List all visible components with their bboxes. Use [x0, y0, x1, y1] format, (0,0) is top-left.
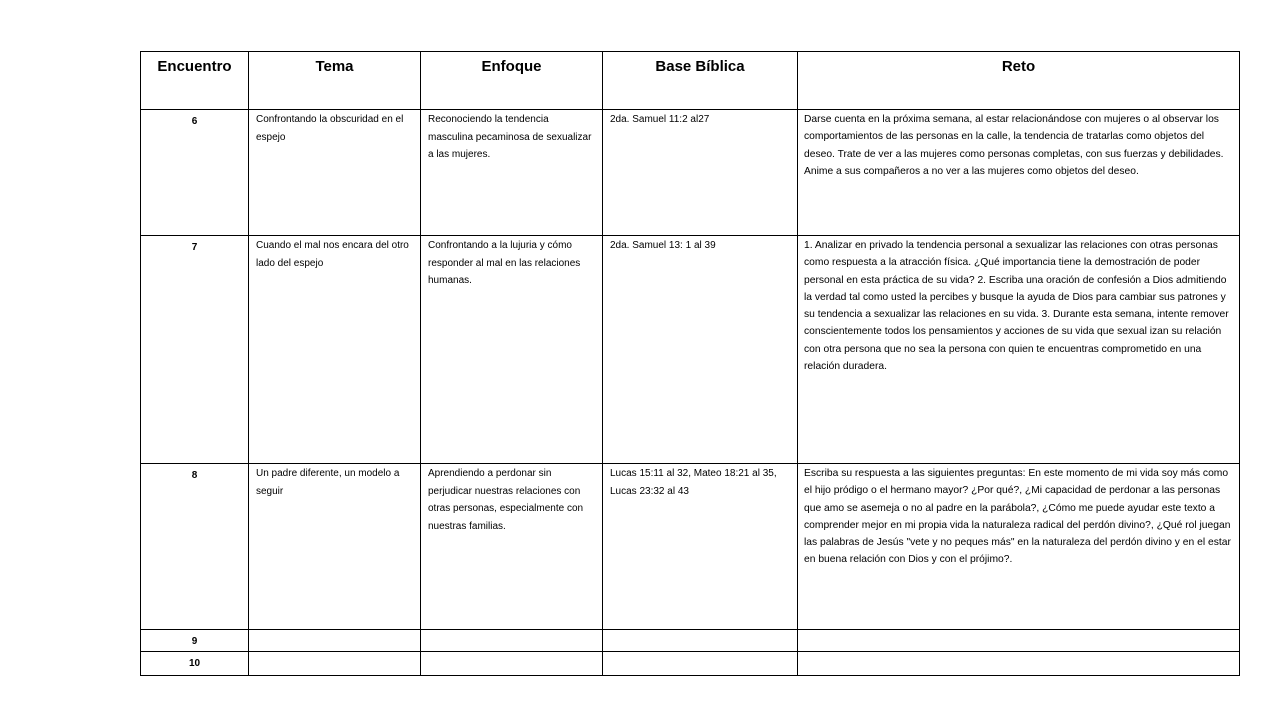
reto-text: Escriba su respuesta a las siguientes preguntas: En este momento de mi vida soy más como el hijo pródigo o el hermano mayor? ¿Por qué?, ¿Mi capacidad de perdonar a las personas que amo se asemeja o no al padre en la parábola?, ¿Cómo me puede ayudar este texto a comprender mejor en mi propia vida la naturaleza radical del perdón divino?, ¿Qué rol juegan las palabras de Jesús "vete y no peques más" en la naturaleza del perdón divino y en el estar en buena relación con Dios y con el prójimo?.: [804, 468, 1231, 566]
enfoque-cell: [421, 464, 603, 630]
table-row: [141, 651, 1240, 675]
enfoque-cell: [421, 630, 603, 652]
reto-text: Darse cuenta en la próxima semana, al estar relacionándose con mujeres o al observar los comportamientos de las personas en la calle, la tendencia de tratarlas como objetos del deseo. Trate de ver a las mujeres como personas completas, con sus fuerzas y debilidades. Anime a sus compañeros a no ver a las mujeres como objetos del deseo.: [804, 114, 1224, 177]
encuentro-number: 7: [191, 242, 198, 253]
encuentros-table: [140, 51, 1240, 676]
reto-text: [798, 652, 1239, 653]
tema-cell: [249, 651, 421, 675]
reto-cell: [798, 236, 1240, 464]
encuentro-cell: [141, 630, 249, 652]
encuentro-number: 9: [191, 636, 198, 647]
base-cell: [603, 236, 798, 464]
table-row: [141, 630, 1240, 652]
tema-cell: [249, 110, 421, 236]
encuentros-table-container: [140, 51, 1239, 676]
base-cell: [603, 464, 798, 630]
encuentro-cell: [141, 651, 249, 675]
base-text: [603, 630, 797, 631]
reto-cell: [798, 464, 1240, 630]
table-row: [141, 110, 1240, 236]
enfoque-cell: [421, 236, 603, 464]
tema-text: [249, 630, 420, 631]
reto-cell: [798, 651, 1240, 675]
reto-cell: [798, 630, 1240, 652]
encuentro-cell: [141, 464, 249, 630]
reto-text: [798, 630, 1239, 631]
enfoque-cell: [421, 651, 603, 675]
base-cell: [603, 630, 798, 652]
enfoque-text: Aprendiendo a perdonar sin perjudicar nuestras relaciones con otras personas, especialmente con nuestras familias.: [428, 468, 584, 532]
table-row: [141, 464, 1240, 630]
base-cell: [603, 651, 798, 675]
header-base-biblica: Base Bíblica: [603, 52, 798, 110]
base-text: 2da. Samuel 11:2 al27: [610, 114, 710, 125]
encuentro-number: 10: [188, 657, 201, 669]
enfoque-text: [421, 652, 602, 653]
base-cell: [603, 110, 798, 236]
header-reto: Reto: [798, 52, 1240, 110]
tema-text: [249, 652, 420, 653]
encuentro-cell: [141, 110, 249, 236]
tema-text: Confrontando la obscuridad en el espejo: [256, 114, 404, 143]
tema-cell: [249, 236, 421, 464]
encuentro-number: 8: [191, 470, 198, 481]
base-text: [603, 652, 797, 653]
reto-text: 1. Analizar en privado la tendencia personal a sexualizar las relaciones con otras personas como respuesta a la atracción física. ¿Qué importancia tiene la demostración de poder personal en esta práctica de su vida? 2. Escriba una oración de confesión a Dios admitiendo la verdad tal como usted la percibes y busque la ayuda de Dios para cambiar sus patrones y su tendencia a sexualizar las relaciones en su vida. 3. Durante esta semana, intente remover conscientemente todos los pensamientos y acciones de su vida que sexual izan su relación con otra persona que no sea la persona con quien te encuentras comprometido en una relación duradera.: [804, 240, 1229, 373]
enfoque-text: [421, 630, 602, 631]
table-row: [141, 236, 1240, 464]
header-enfoque: Enfoque: [421, 52, 603, 110]
tema-text: Cuando el mal nos encara del otro lado del espejo: [256, 240, 409, 269]
encuentro-cell: [141, 236, 249, 464]
header-tema: Tema: [249, 52, 421, 110]
reto-cell: [798, 110, 1240, 236]
tema-text: Un padre diferente, un modelo a seguir: [256, 468, 400, 497]
encuentro-number: 6: [191, 116, 198, 127]
header-row: [141, 52, 1240, 110]
header-encuentro: Encuentro: [141, 52, 249, 110]
tema-cell: [249, 464, 421, 630]
base-text: 2da. Samuel 13: 1 al 39: [610, 240, 716, 251]
enfoque-text: Reconociendo la tendencia masculina pecaminosa de sexualizar a las mujeres.: [428, 114, 592, 160]
enfoque-text: Confrontando a la lujuria y cómo responder al mal en las relaciones humanas.: [428, 240, 581, 286]
enfoque-cell: [421, 110, 603, 236]
tema-cell: [249, 630, 421, 652]
base-text: Lucas 15:11 al 32, Mateo 18:21 al 35, Lucas 23:32 al 43: [610, 468, 777, 497]
